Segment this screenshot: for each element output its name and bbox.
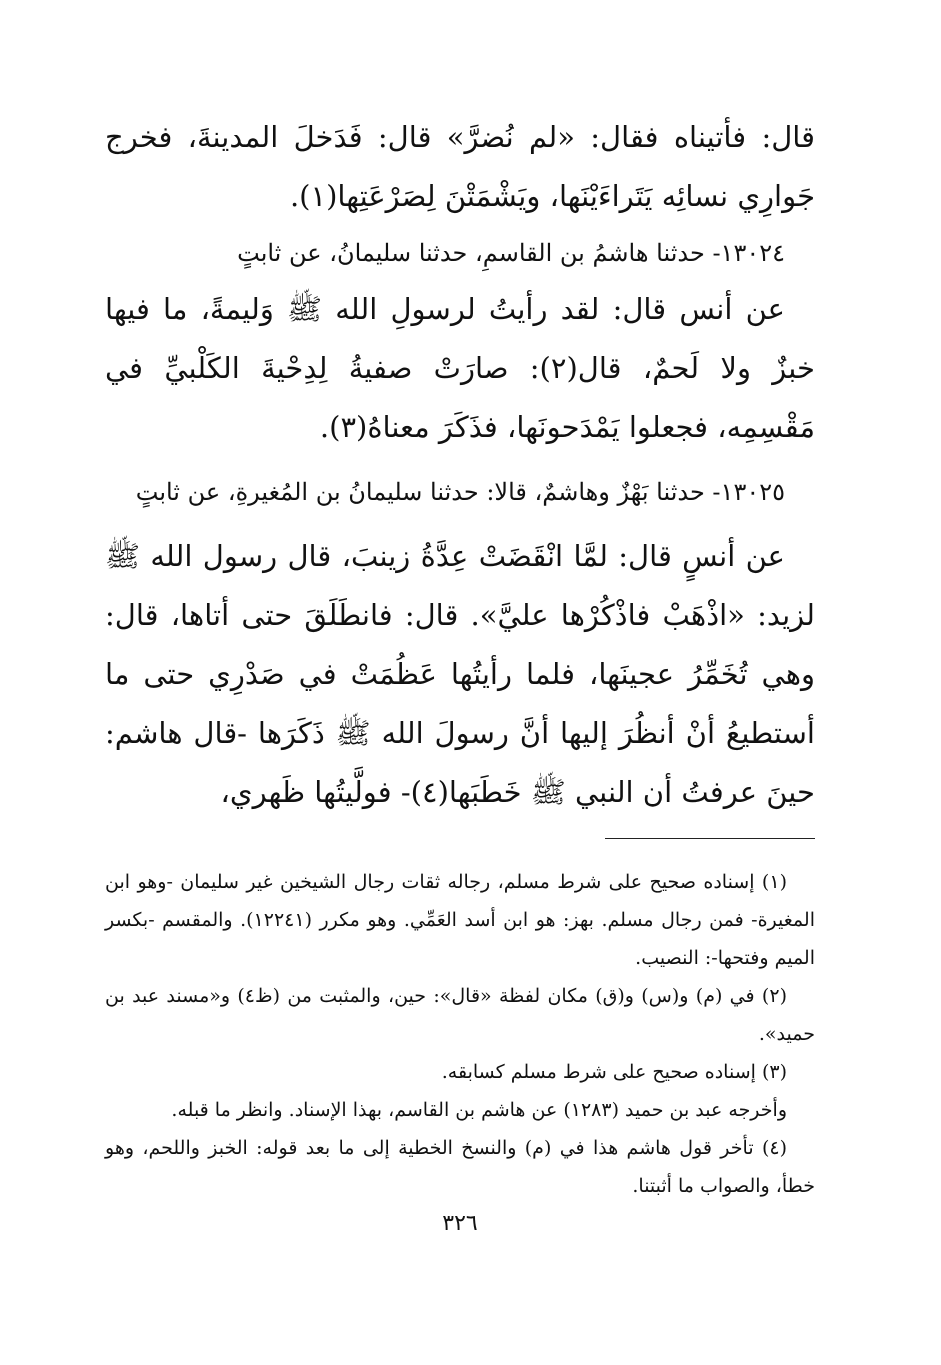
footnote-3: (٣) إسناده صحيح على شرط مسلم كسابقه. [441,1061,787,1083]
footnotes [105,863,815,1205]
hadith-13025-matn: عن أنسٍ قال: لمَّا انْقَضَتْ عِدَّةُ زينبَ، قال رسول الله ﷺ لزيد: «اذْهَبْ فاذْكُرْها عليَّ». قال: فانطَلَقَ حتى أتاها، قال: وهي تُخَمِّرُ عجينَها، فلما رأيتُها عَظُمَتْ في صَدْرِي حتى ما أستطيعُ أنْ أنظُرَ إليها أنَّ رسولَ الله ﷺ ذَكَرَها -قال هاشم: حينَ عرفتُ أن النبي ﷺ خَطَبَها(٤)- فولَّيتُها ظَهري، [105,539,815,809]
footnote-2: (٢) في (م) و(س) و(ق) مكان لفظة «قال»: حين، والمثبت من (ظ٤) و«مسند عبد بن حميد». [105,985,815,1045]
page-number: ٣٢٦ [442,1211,478,1236]
paragraph-continuation: قال: فأتيناه فقال: «لم نُضرَّ» قال: فَدَخلَ المدينةَ، فخرج جَوارِي نسائِه يَتَراءَيْنَها، ويَشْمَتْنَ لِصَرْعَتِها(١). [105,120,815,213]
hadith-13025-isnad: ١٣٠٢٥- حدثنا بَهْزٌ وهاشمٌ، قالا: حدثنا سليمانُ بن المُغيرةِ، عن ثابتٍ [135,478,785,506]
footnote-divider [605,838,815,839]
footnote-4: (٤) تأخر قول هاشم هذا في (م) والنسخ الخطية إلى ما بعد قوله: الخبز واللحم، وهو خطأ، والصواب ما أثبتنا. [105,1137,815,1197]
footnote-1: (١) إسناده صحيح على شرط مسلم، رجاله ثقات رجال الشيخين غير سليمان -وهو ابن المغيرة- فمن رجال مسلم. بهز: هو ابن أسد العَمِّي. وهو مكرر (١٢٢٤١). والمقسم -بكسر الميم وفتحها-: النصيب. [105,871,815,969]
book-page [105,108,815,1236]
footnote-3-extra: وأخرجه عبد بن حميد (١٢٨٣) عن هاشم بن القاسم، بهذا الإسناد. وانظر ما قبله. [171,1099,787,1121]
hadith-13024-isnad: ١٣٠٢٤- حدثنا هاشمُ بن القاسمِ، حدثنا سليمانُ، عن ثابتٍ [237,239,785,267]
hadith-13024-matn: عن أنس قال: لقد رأيتُ لرسولِ الله ﷺ وَليمةً، ما فيها خبزٌ ولا لَحمٌ، قال(٢): صارَتْ صفيةُ لِدِحْيةَ الكَلْبيِّ في مَقْسِمِه، فجعلوا يَمْدَحونَها، فذَكَرَ معناهُ(٣). [105,292,815,444]
main-text [105,108,815,822]
